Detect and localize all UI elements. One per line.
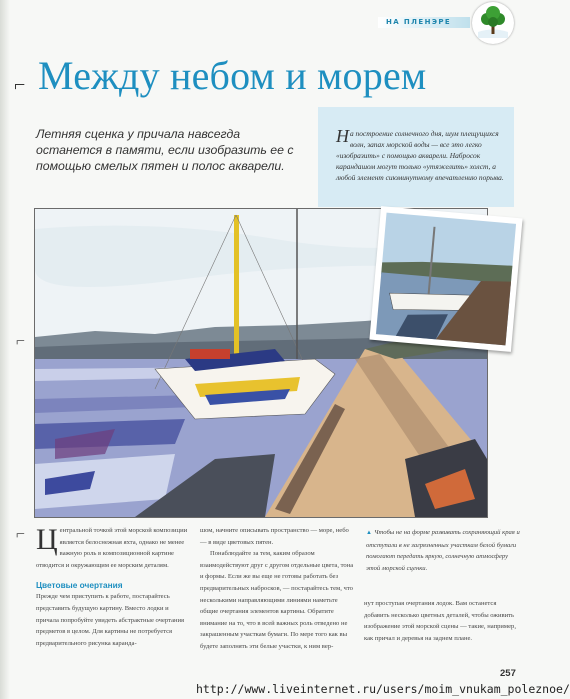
section-subhead: Цветовые очертания	[36, 580, 123, 591]
lead-paragraph: Летняя сценка у причала навсегда останется в памяти, если изобразить ее с помощью смелых пятен и полос акварели.	[36, 127, 294, 173]
page-gutter-shadow	[0, 0, 10, 699]
image-caption	[366, 527, 522, 574]
column2-paragraph-1: шом, начните описывать пространство — море, небо — в виде цветовых пятен.	[200, 527, 349, 546]
reference-photo	[369, 206, 522, 352]
column1-paragraph-2: Прежде чем приступить к работе, постарайтесь представить будущую картину. Вместо лодки и причала попробуйте увидеть абстрактные очертания предметов в целом. Для картины не потребуется предварительного рисунка каранда-	[36, 593, 185, 647]
column1-paragraph-1: ентральной точкой этой морской композиции является белоснежная яхта, однако не менее важную роль в композиционной картине отводится и окружающим ее морским деталям.	[36, 527, 188, 569]
page-title: Между небом и морем	[38, 53, 427, 98]
source-url-link[interactable]: http://www.liveinternet.ru/users/moim_vnukam_poleznoe/	[196, 682, 570, 696]
sidebar-text-block	[336, 128, 508, 183]
page-number: 257	[500, 668, 516, 679]
caption-arrow-icon: ▲	[366, 530, 372, 536]
sidebar-dropcap: Н	[336, 126, 349, 146]
reference-photo-image	[376, 213, 516, 346]
sidebar-text: а построение солнечного дня, шум плещущихся волн, запах морской воды — все это легко «изобразить» с помощью акварели. Набросок карандашом могут только «утяжелить» холст, а любой элемент сиюминутному впечатлению порыва.	[336, 129, 504, 182]
margin-mark-icon: ⌐	[16, 333, 26, 350]
title-corner-mark-icon: ⌐	[14, 74, 26, 96]
margin-mark-icon: ⌐	[16, 526, 26, 543]
caption-text: Чтобы не на форме развивать сохраняющий края и отступали в не загрязненных участкам белой бумаги помогают передать яркую, солнечную атмосферу этой морской сценки.	[366, 529, 520, 572]
section-label: НА ПЛЕНЭРЕ	[386, 18, 452, 26]
tree-logo-icon	[472, 2, 514, 44]
dropcap: Ц	[36, 523, 58, 556]
column2-paragraph-2: Понаблюдайте за тем, каким образом взаимодействуют друг с другом отдельные цвета, тона и формы. Если же вы еще не готовы работать без предварительных набросков, — постарайтесь тем, что несколькими направляющими линиями наметьте общие очертания элементов картины. Обратите внимание на то, что в всей важных роль отведено не закрашенным участкам бумаги. По мере того как вы будете заполнять эти белые участки, к ним вер-	[200, 550, 354, 650]
text-column-1	[36, 525, 190, 649]
text-column-3: нут проступая очертания лодок. Вам останется добавить несколько цветных деталей, чтобы оживить изображение этой морской сцены — такие, например, как причал и деревья на заднем плане.	[364, 600, 516, 642]
text-column-2	[200, 525, 354, 653]
